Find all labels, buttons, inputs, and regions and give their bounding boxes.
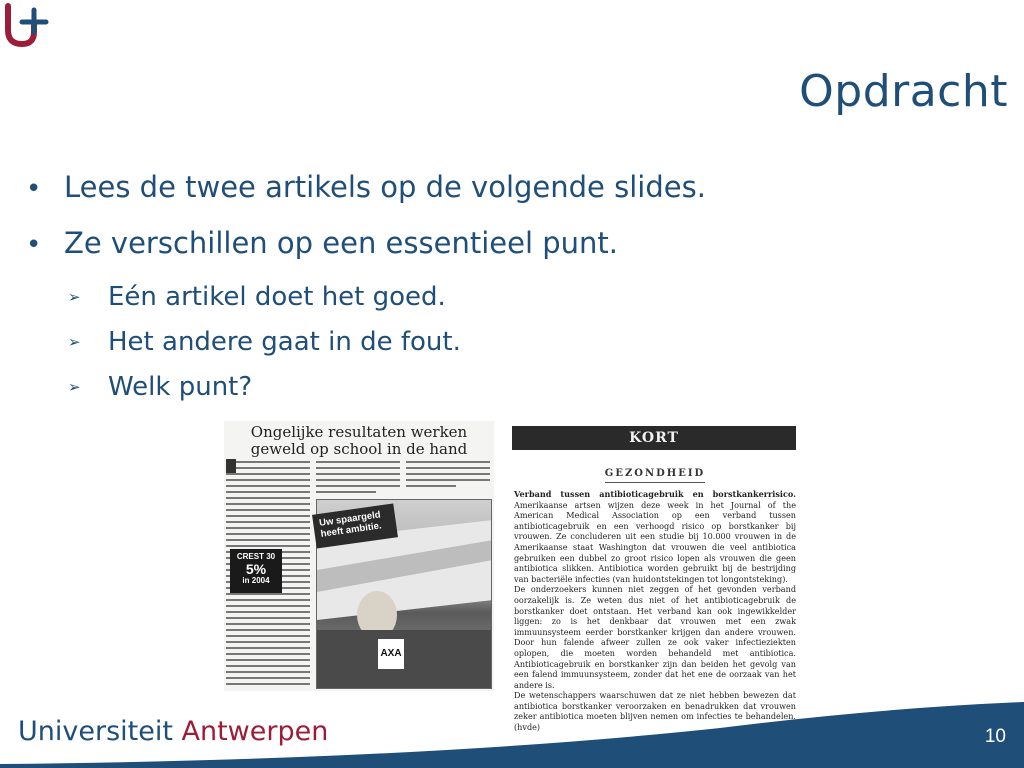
article-headline: Ongelijke resultaten werken geweld op school in de hand [250, 423, 468, 458]
ad-crest-badge [230, 549, 282, 593]
sub-bullet-text: Welk punt? [108, 372, 253, 402]
article-text: De onderzoekers kunnen niet zeggen of het gevonden verband oorzakelijk is. Ze weten dus niet of het antibioticagebruik de borstkanker doet ontstaan. Het verband kan ook ingewikkelder liggen: zo is het denkbaar dat vrouwen met een zwak immuunsysteem eerder borstkanker krijgen dan andere vrouwen. Door hun falende afweer zullen ze ook vaker infectieziekten oplopen, die moeten worden behandeld met antibiotica. Antibioticagebruik en borstkanker zijn dan beiden het gevolg van een falend immuunsysteem, zonder dat het ene de oorzaak van het andere is. [514, 584, 796, 690]
arrow-bullet-icon: ➢ [68, 333, 81, 351]
university-logo-icon [2, 2, 50, 48]
article-paragraph [514, 584, 796, 690]
footer-brand [18, 716, 328, 747]
ad-crest-name: CREST 30 [236, 552, 276, 561]
page-number: 10 [984, 726, 1006, 747]
brand-primary: Universiteit [18, 716, 173, 747]
section-divider [605, 482, 705, 483]
brand-accent: Antwerpen [181, 716, 329, 747]
bullet-text: Ze verschillen op een essentieel punt. [64, 226, 618, 260]
newspaper-article-antibiotics [512, 426, 798, 733]
sub-bullet-text: Eén artikel doet het goed. [108, 282, 446, 312]
bullet-item [26, 170, 1006, 226]
slide-title: Opdracht [799, 66, 1008, 117]
article-section: GEZONDHEID [604, 468, 706, 479]
newspaper-article-school-violence [224, 421, 494, 691]
ad-crest-year: in 2004 [242, 576, 270, 585]
bullet-dot-icon: • [26, 174, 42, 204]
arrow-bullet-icon: ➢ [68, 288, 81, 306]
article-paragraph [514, 489, 796, 584]
sub-bullet-text: Het andere gaat in de fout. [108, 327, 461, 357]
article-text: De wetenschappers waarschuwen dat ze niet hebben bewezen dat antibiotica borstkanker veroorzaken en benadrukken dat vrouwen zeker antibiotica moeten blijven nemen om infecties te behandelen. (hvde) [514, 690, 796, 733]
ad-brand-logo: AXA [378, 639, 404, 669]
bullet-dot-icon: • [26, 230, 42, 260]
bullet-text: Lees de twee artikels op de volgende slides. [64, 170, 706, 204]
sub-bullet-item [26, 282, 1006, 327]
article-banner: KORT [512, 426, 796, 450]
arrow-bullet-icon: ➢ [68, 378, 81, 396]
bullet-list [26, 170, 1006, 417]
sub-bullet-item [26, 372, 1006, 417]
ad-crest-rate: 5% [245, 561, 267, 577]
article-text: Amerikaanse artsen wijzen deze week in het Journal of the American Medical Association op een verband tussen antibioticagebruik en een verhoogd risico op borstkanker bij vrouwen. Ze concluderen uit een studie bij 10.000 vrouwen in de Amerikaanse staat Washington dat vrouwen die veel antibiotica gebruiken een dubbel zo groot risico lopen als vrouwen die geen antibiotica slikken. Antibiotica worden gebruikt bij de bestrijding van bacteriële infecties (van huidontstekingen tot longontsteking). [514, 499, 796, 584]
article-lead: Verband tussen antibioticagebruik en borstkankerrisico. [514, 489, 796, 499]
sub-bullet-item [26, 327, 1006, 372]
ad-tagline: Uw spaargeld heeft ambitie. [312, 503, 398, 548]
bullet-item [26, 226, 1006, 282]
